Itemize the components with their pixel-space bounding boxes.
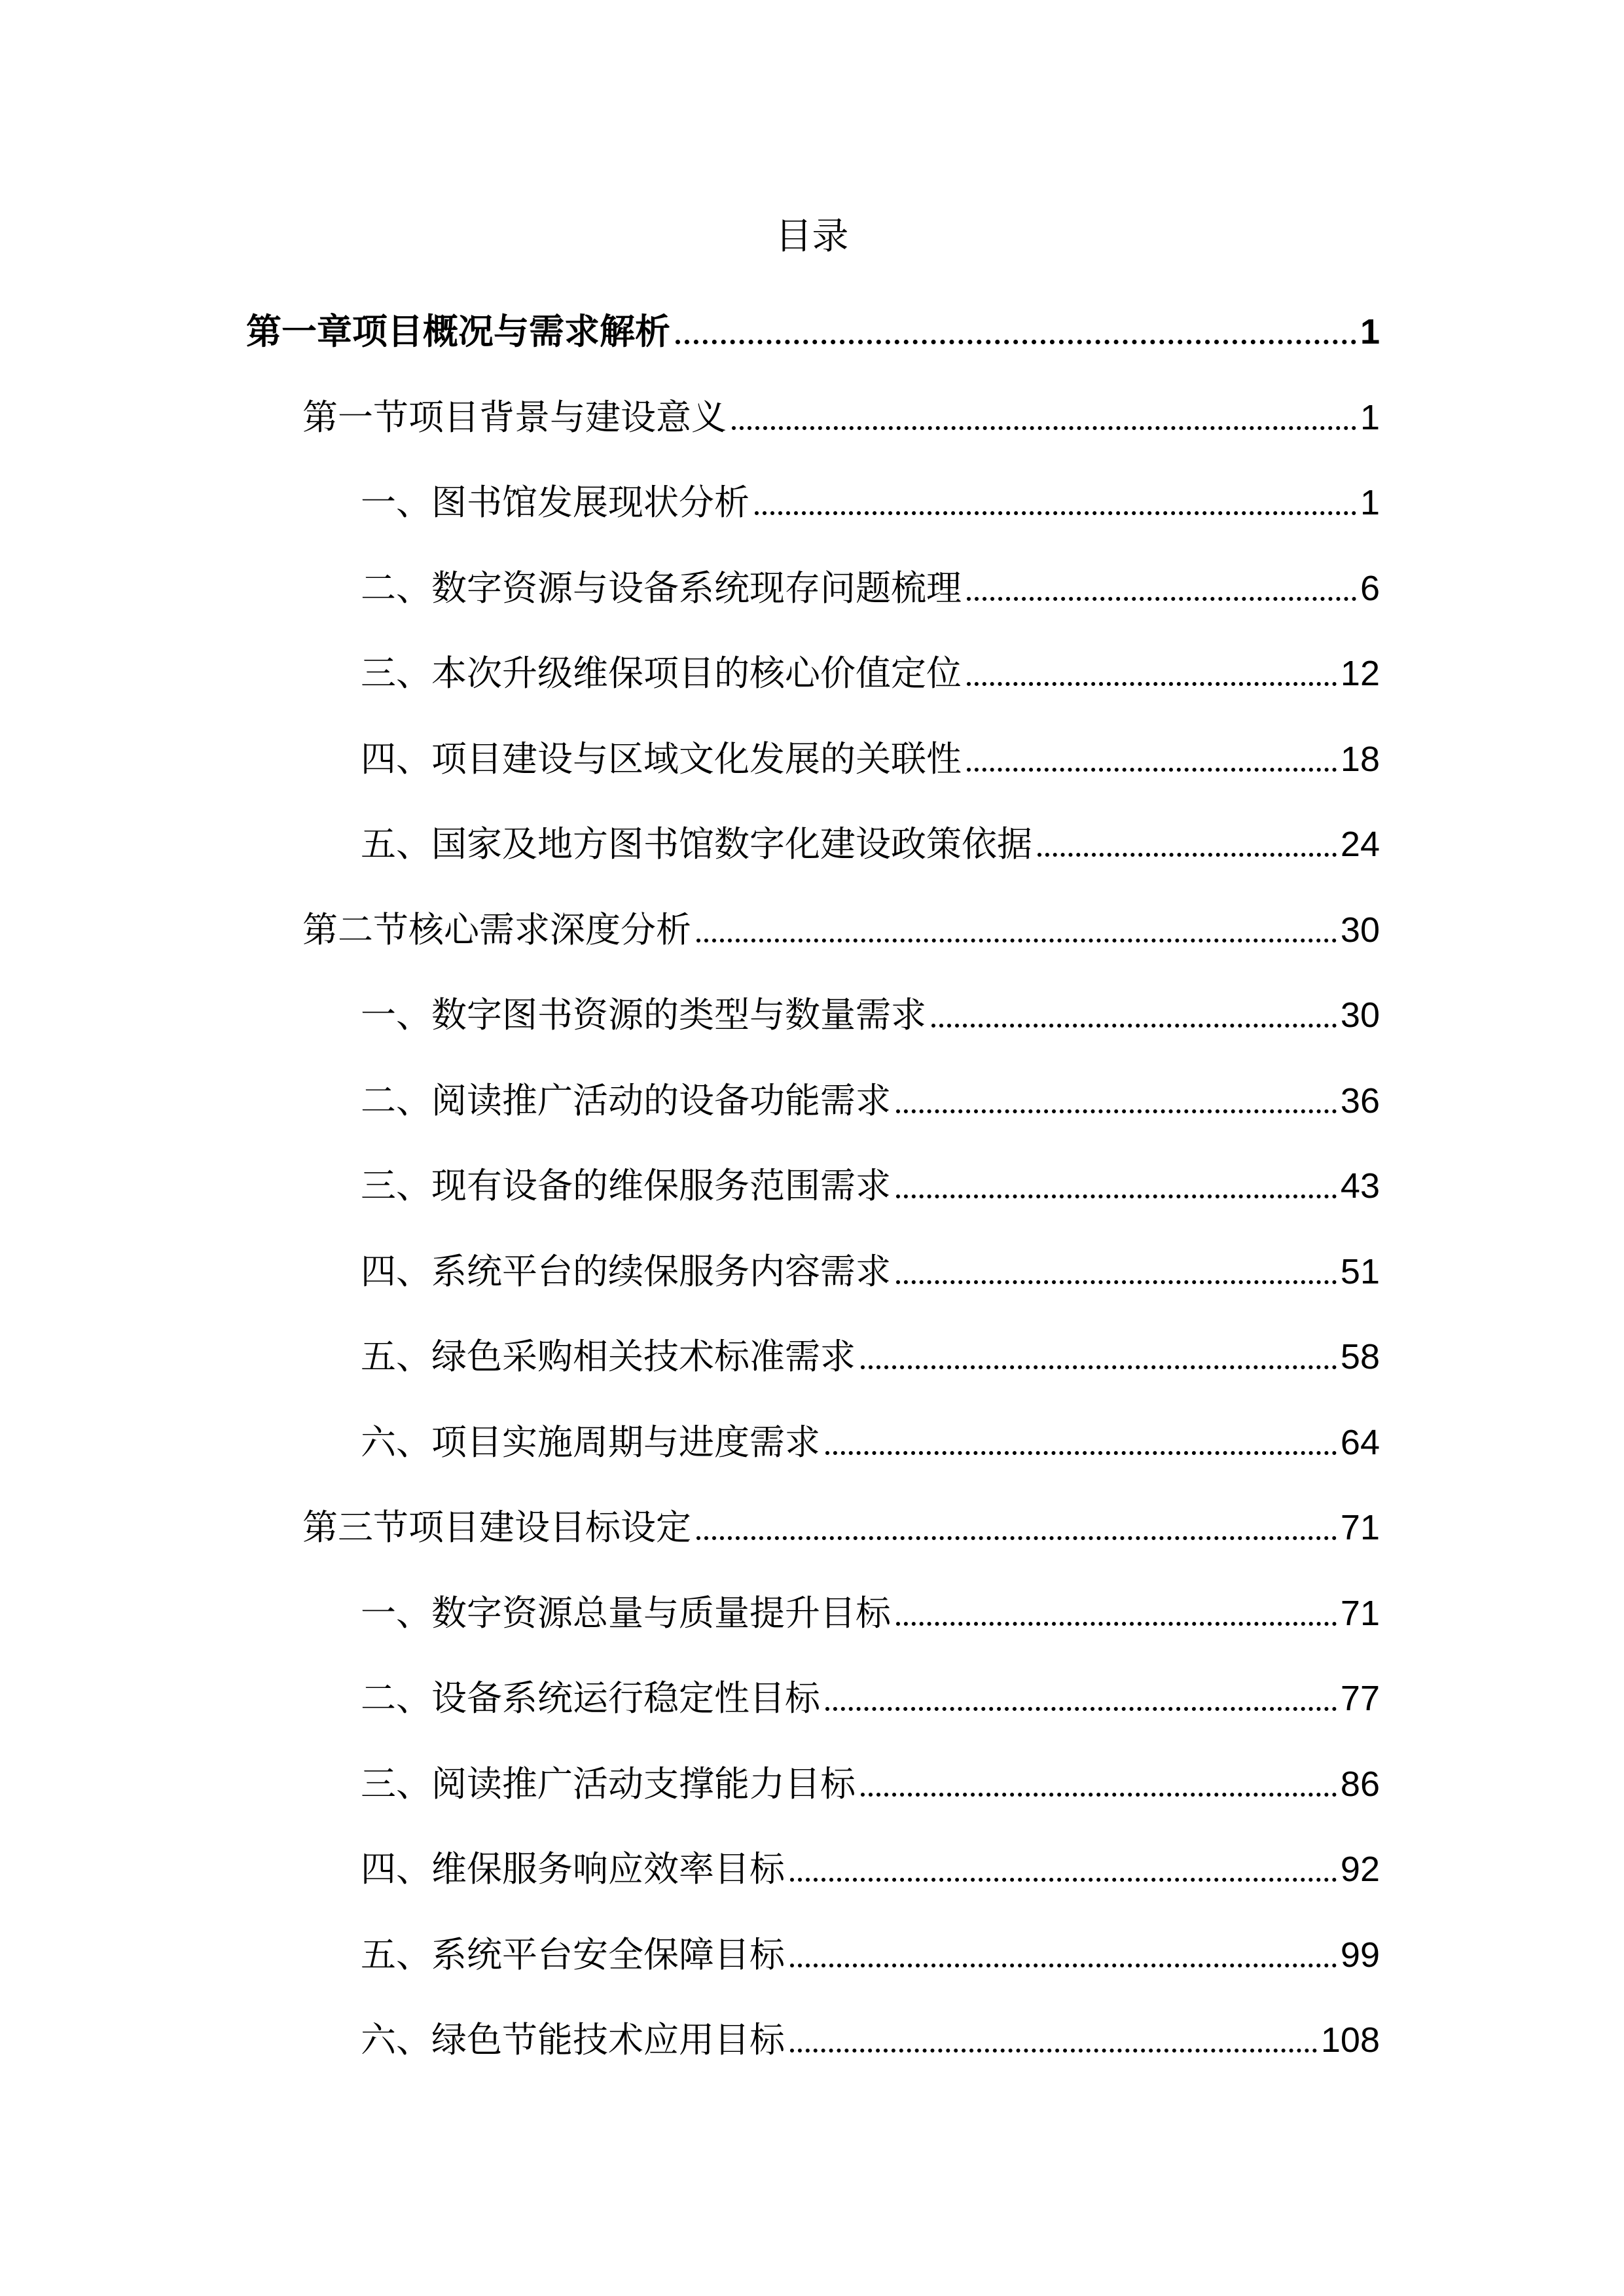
- toc-entry-text: 第一章项目概况与需求解析: [246, 311, 670, 352]
- toc-entry[interactable]: [361, 808, 1380, 867]
- dot-leader: [896, 1194, 1337, 1198]
- toc-entry-page-number: 58: [1340, 1337, 1380, 1376]
- toc-entry-text: 三、本次升级维保项目的核心价值定位: [361, 653, 962, 694]
- dot-leader: [696, 939, 1337, 942]
- toc-title: 目录: [775, 215, 849, 258]
- toc-entry[interactable]: [361, 1407, 1380, 1465]
- dot-leader: [861, 1793, 1337, 1797]
- toc-entry[interactable]: [361, 637, 1380, 696]
- toc-entry[interactable]: [361, 1577, 1380, 1636]
- dot-leader: [696, 1536, 1337, 1540]
- toc-entry-text: 五、国家及地方图书馆数字化建设政策依据: [361, 823, 1032, 865]
- toc-entry-page-number: 1: [1360, 483, 1380, 522]
- toc-entry-page-number: 64: [1340, 1422, 1380, 1462]
- toc-entry-text: 二、数字资源与设备系统现存问题梳理: [361, 567, 962, 609]
- dot-leader: [896, 1622, 1337, 1626]
- dot-leader: [896, 1109, 1337, 1113]
- dot-leader: [967, 597, 1356, 601]
- toc-entry[interactable]: [302, 382, 1380, 440]
- toc-entry-text: 第三节项目建设目标设定: [302, 1507, 691, 1548]
- toc-entry-page-number: 77: [1340, 1679, 1380, 1718]
- dot-leader: [825, 1707, 1337, 1711]
- toc-entry[interactable]: [361, 723, 1380, 782]
- dot-leader: [825, 1451, 1337, 1455]
- toc-entry[interactable]: [361, 1150, 1380, 1209]
- toc-entry-text: 二、阅读推广活动的设备功能需求: [361, 1079, 891, 1121]
- toc-entry-page-number: 24: [1340, 825, 1380, 864]
- toc-entry-page-number: 108: [1320, 2020, 1380, 2060]
- toc-entry-text: 一、图书馆发展现状分析: [361, 482, 749, 523]
- toc-entry-page-number: 36: [1340, 1081, 1380, 1121]
- toc-entry[interactable]: [361, 1065, 1380, 1124]
- toc-entry-text: 六、绿色节能技术应用目标: [361, 2019, 785, 2060]
- toc-entry[interactable]: [361, 1919, 1380, 1978]
- toc-entry-text: 三、现有设备的维保服务范围需求: [361, 1165, 891, 1206]
- toc-entry[interactable]: [361, 979, 1380, 1038]
- toc-entry-text: 一、数字资源总量与质量提升目标: [361, 1592, 891, 1634]
- toc-entry-text: 六、项目实施周期与进度需求: [361, 1421, 820, 1463]
- toc-entry[interactable]: [361, 467, 1380, 526]
- toc-entry[interactable]: [361, 1748, 1380, 1807]
- toc-entry-page-number: 1: [1360, 312, 1380, 351]
- toc-entry-text: 四、系统平台的续保服务内容需求: [361, 1250, 891, 1292]
- toc-entry-text: 第一节项目背景与建设意义: [302, 396, 727, 438]
- toc-entry-page-number: 1: [1360, 397, 1380, 437]
- toc-entry-page-number: 92: [1340, 1850, 1380, 1889]
- toc-entry-text: 二、设备系统运行稳定性目标: [361, 1677, 820, 1719]
- dot-leader: [790, 1964, 1337, 1967]
- toc-entry-page-number: 18: [1340, 739, 1380, 779]
- toc-entry[interactable]: [361, 1321, 1380, 1380]
- toc-entry[interactable]: [361, 1833, 1380, 1892]
- dot-leader: [676, 340, 1356, 344]
- dot-leader: [861, 1365, 1337, 1369]
- toc-entry-page-number: 71: [1340, 1593, 1380, 1633]
- toc-entry-page-number: 30: [1340, 996, 1380, 1035]
- dot-leader: [1038, 853, 1337, 857]
- toc-entry[interactable]: [361, 1662, 1380, 1721]
- toc-entry-page-number: 30: [1340, 910, 1380, 950]
- toc-entry-text: 四、维保服务响应效率目标: [361, 1848, 785, 1890]
- toc-entry-text: 五、系统平台安全保障目标: [361, 1933, 785, 1975]
- toc-entry[interactable]: [361, 1236, 1380, 1295]
- toc-entry[interactable]: [246, 296, 1380, 355]
- toc-entry-text: 三、阅读推广活动支撑能力目标: [361, 1763, 856, 1804]
- toc-entry-text: 第二节核心需求深度分析: [302, 908, 691, 950]
- toc-entry-page-number: 6: [1360, 568, 1380, 608]
- toc-entry-page-number: 43: [1340, 1166, 1380, 1206]
- toc-entry[interactable]: [361, 2004, 1380, 2063]
- toc-entry-text: 五、绿色采购相关技术标准需求: [361, 1336, 856, 1377]
- toc-entry[interactable]: [302, 894, 1380, 953]
- toc-entry-page-number: 86: [1340, 1764, 1380, 1804]
- toc-entry-text: 一、数字图书资源的类型与数量需求: [361, 994, 926, 1035]
- dot-leader: [931, 1024, 1337, 1028]
- dot-leader: [790, 2049, 1317, 2053]
- dot-leader: [967, 682, 1337, 686]
- dot-leader: [790, 1878, 1337, 1882]
- toc-entry-text: 四、项目建设与区域文化发展的关联性: [361, 738, 962, 780]
- toc-entry-page-number: 99: [1340, 1935, 1380, 1975]
- toc-entry-page-number: 71: [1340, 1508, 1380, 1547]
- toc-entry-page-number: 12: [1340, 654, 1380, 693]
- toc-entry[interactable]: [361, 552, 1380, 611]
- dot-leader: [732, 426, 1356, 430]
- toc-entry-page-number: 51: [1340, 1251, 1380, 1291]
- dot-leader: [755, 511, 1356, 515]
- dot-leader: [967, 768, 1337, 772]
- toc-entry[interactable]: [302, 1492, 1380, 1551]
- dot-leader: [896, 1280, 1337, 1284]
